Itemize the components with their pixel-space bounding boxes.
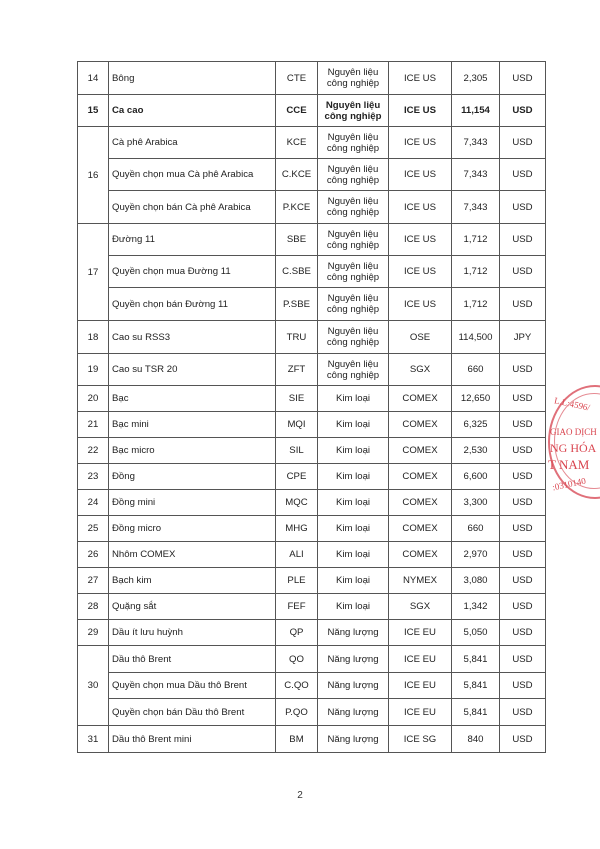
exchange-cell: SGX — [389, 594, 452, 620]
exchange-cell: ICE SG — [389, 726, 452, 753]
commodity-name-cell: Đồng micro — [109, 516, 276, 542]
margin-value-cell: 12,650 — [452, 386, 500, 412]
currency-cell: USD — [500, 620, 546, 646]
commodity-group-cell: Năng lượng — [318, 673, 389, 699]
commodity-code-cell: QO — [276, 646, 318, 673]
commodity-name-cell: Quyền chọn bán Đường 11 — [109, 288, 276, 321]
row-number-cell: 22 — [78, 438, 109, 464]
commodity-group-cell: Nguyên liệu công nghiệp — [318, 191, 389, 224]
commodity-group-cell: Kim loại — [318, 386, 389, 412]
row-number-cell: 28 — [78, 594, 109, 620]
exchange-cell: ICE US — [389, 127, 452, 159]
commodity-code-cell: PLE — [276, 568, 318, 594]
commodity-group-cell: Nguyên liệu công nghiệp — [318, 95, 389, 127]
margin-value-cell: 5,841 — [452, 646, 500, 673]
commodity-name-cell: Quyền chọn bán Cà phê Arabica — [109, 191, 276, 224]
table-row — [78, 568, 546, 594]
table-row — [78, 159, 546, 191]
exchange-cell: COMEX — [389, 464, 452, 490]
commodity-code-cell: ZFT — [276, 354, 318, 386]
exchange-cell: COMEX — [389, 516, 452, 542]
row-number-cell: 31 — [78, 726, 109, 753]
exchange-cell: ICE US — [389, 288, 452, 321]
margin-value-cell: 3,080 — [452, 568, 500, 594]
currency-cell: USD — [500, 354, 546, 386]
stamp-text-line: :0310140 — [551, 475, 587, 493]
row-number-cell: 19 — [78, 354, 109, 386]
commodity-name-cell: Đường 11 — [109, 224, 276, 256]
table-row — [78, 321, 546, 354]
row-number-cell: 25 — [78, 516, 109, 542]
currency-cell: USD — [500, 127, 546, 159]
commodity-code-cell: P.KCE — [276, 191, 318, 224]
commodity-code-cell: C.KCE — [276, 159, 318, 191]
commodity-group-cell: Năng lượng — [318, 699, 389, 726]
commodity-group-cell: Nguyên liệu công nghiệp — [318, 127, 389, 159]
commodity-name-cell: Dầu thô Brent mini — [109, 726, 276, 753]
row-number-cell: 29 — [78, 620, 109, 646]
commodity-code-cell: SIE — [276, 386, 318, 412]
exchange-cell: COMEX — [389, 490, 452, 516]
row-number-cell: 17 — [78, 224, 109, 321]
margin-value-cell: 840 — [452, 726, 500, 753]
commodity-group-cell: Kim loại — [318, 464, 389, 490]
table-row — [78, 191, 546, 224]
commodity-name-cell: Cao su TSR 20 — [109, 354, 276, 386]
commodity-code-cell: SIL — [276, 438, 318, 464]
commodity-group-cell: Kim loại — [318, 568, 389, 594]
exchange-cell: ICE US — [389, 95, 452, 127]
row-number-cell: 20 — [78, 386, 109, 412]
exchange-cell: ICE EU — [389, 699, 452, 726]
commodity-code-cell: SBE — [276, 224, 318, 256]
commodity-group-cell: Kim loại — [318, 438, 389, 464]
commodity-group-cell: Kim loại — [318, 490, 389, 516]
commodity-group-cell: Năng lượng — [318, 646, 389, 673]
commodity-group-cell: Nguyên liệu công nghiệp — [318, 224, 389, 256]
currency-cell: USD — [500, 191, 546, 224]
commodity-name-cell: Dầu thô Brent — [109, 646, 276, 673]
table-row — [78, 699, 546, 726]
commodity-group-cell: Nguyên liệu công nghiệp — [318, 159, 389, 191]
exchange-cell: ICE EU — [389, 620, 452, 646]
stamp-text-line: NG HÓA — [550, 441, 597, 455]
currency-cell: USD — [500, 159, 546, 191]
commodity-code-cell: TRU — [276, 321, 318, 354]
exchange-cell: ICE US — [389, 159, 452, 191]
commodity-name-cell: Bạc micro — [109, 438, 276, 464]
commodity-name-cell: Quyền chọn bán Dầu thô Brent — [109, 699, 276, 726]
commodity-code-cell: CTE — [276, 62, 318, 95]
margin-value-cell: 3,300 — [452, 490, 500, 516]
commodity-name-cell: Quặng sắt — [109, 594, 276, 620]
commodity-group-cell: Nguyên liệu công nghiệp — [318, 354, 389, 386]
commodity-code-cell: BM — [276, 726, 318, 753]
row-number-cell: 24 — [78, 490, 109, 516]
currency-cell: USD — [500, 256, 546, 288]
commodity-code-cell: FEF — [276, 594, 318, 620]
currency-cell: USD — [500, 726, 546, 753]
row-number-cell: 21 — [78, 412, 109, 438]
margin-value-cell: 660 — [452, 516, 500, 542]
commodity-name-cell: Ca cao — [109, 95, 276, 127]
stamp-text-line: T NAM — [548, 457, 590, 472]
commodity-group-cell: Nguyên liệu công nghiệp — [318, 62, 389, 95]
table-row — [78, 224, 546, 256]
table-row — [78, 127, 546, 159]
commodity-group-cell: Nguyên liệu công nghiệp — [318, 256, 389, 288]
commodity-group-cell: Kim loại — [318, 516, 389, 542]
currency-cell: USD — [500, 673, 546, 699]
table-row — [78, 464, 546, 490]
table-row — [78, 95, 546, 127]
commodity-name-cell: Đồng mini — [109, 490, 276, 516]
row-number-cell: 30 — [78, 646, 109, 726]
commodity-group-cell: Kim loại — [318, 542, 389, 568]
commodity-group-cell: Kim loại — [318, 594, 389, 620]
table-row — [78, 516, 546, 542]
exchange-cell: ICE US — [389, 62, 452, 95]
currency-cell: USD — [500, 568, 546, 594]
row-number-cell: 14 — [78, 62, 109, 95]
margin-value-cell: 2,530 — [452, 438, 500, 464]
commodity-name-cell: Dầu ít lưu huỳnh — [109, 620, 276, 646]
currency-cell: USD — [500, 646, 546, 673]
currency-cell: USD — [500, 62, 546, 95]
margin-value-cell: 5,841 — [452, 673, 500, 699]
currency-cell: USD — [500, 438, 546, 464]
margin-value-cell: 1,712 — [452, 224, 500, 256]
margin-value-cell: 114,500 — [452, 321, 500, 354]
table-row — [78, 354, 546, 386]
exchange-cell: ICE EU — [389, 646, 452, 673]
exchange-cell: NYMEX — [389, 568, 452, 594]
row-number-cell: 26 — [78, 542, 109, 568]
stamp-text-line: L.L:4596/ — [553, 395, 591, 413]
table-row — [78, 490, 546, 516]
commodity-group-cell: Nguyên liệu công nghiệp — [318, 321, 389, 354]
exchange-cell: ICE US — [389, 224, 452, 256]
commodity-code-cell: ALI — [276, 542, 318, 568]
commodity-name-cell: Bạch kim — [109, 568, 276, 594]
table-row — [78, 673, 546, 699]
table-row — [78, 646, 546, 673]
commodity-name-cell: Quyền chọn mua Cà phê Arabica — [109, 159, 276, 191]
commodity-name-cell: Bông — [109, 62, 276, 95]
exchange-cell: COMEX — [389, 412, 452, 438]
row-number-cell: 16 — [78, 127, 109, 224]
row-number-cell: 27 — [78, 568, 109, 594]
margin-value-cell: 1,712 — [452, 256, 500, 288]
table-row — [78, 62, 546, 95]
commodity-code-cell: P.SBE — [276, 288, 318, 321]
currency-cell: USD — [500, 224, 546, 256]
table-row — [78, 256, 546, 288]
commodity-margin-table — [77, 61, 546, 753]
commodity-code-cell: P.QO — [276, 699, 318, 726]
exchange-cell: OSE — [389, 321, 452, 354]
commodity-code-cell: CCE — [276, 95, 318, 127]
margin-value-cell: 660 — [452, 354, 500, 386]
company-seal-stamp — [548, 385, 600, 505]
currency-cell: USD — [500, 490, 546, 516]
table-row — [78, 438, 546, 464]
exchange-cell: COMEX — [389, 386, 452, 412]
currency-cell: USD — [500, 95, 546, 127]
currency-cell: USD — [500, 594, 546, 620]
commodity-group-cell: Nguyên liệu công nghiệp — [318, 288, 389, 321]
row-number-cell: 23 — [78, 464, 109, 490]
commodity-code-cell: MQI — [276, 412, 318, 438]
currency-cell: USD — [500, 699, 546, 726]
currency-cell: USD — [500, 464, 546, 490]
stamp-text-line: GIAO DỊCH — [550, 427, 597, 437]
commodity-group-cell: Năng lượng — [318, 620, 389, 646]
row-number-cell: 18 — [78, 321, 109, 354]
row-number-cell: 15 — [78, 95, 109, 127]
currency-cell: USD — [500, 386, 546, 412]
currency-cell: JPY — [500, 321, 546, 354]
table-row — [78, 542, 546, 568]
table-row — [78, 412, 546, 438]
commodity-name-cell: Quyền chọn mua Đường 11 — [109, 256, 276, 288]
currency-cell: USD — [500, 516, 546, 542]
table-row — [78, 386, 546, 412]
commodity-name-cell: Cao su RSS3 — [109, 321, 276, 354]
exchange-cell: ICE US — [389, 256, 452, 288]
commodity-code-cell: C.SBE — [276, 256, 318, 288]
commodity-code-cell: QP — [276, 620, 318, 646]
margin-value-cell: 7,343 — [452, 191, 500, 224]
exchange-cell: COMEX — [389, 438, 452, 464]
table-row — [78, 726, 546, 753]
exchange-cell: ICE EU — [389, 673, 452, 699]
page-number: 2 — [297, 790, 303, 801]
margin-value-cell: 2,305 — [452, 62, 500, 95]
margin-value-cell: 5,841 — [452, 699, 500, 726]
margin-value-cell: 11,154 — [452, 95, 500, 127]
margin-value-cell: 6,325 — [452, 412, 500, 438]
commodity-code-cell: CPE — [276, 464, 318, 490]
commodity-code-cell: MHG — [276, 516, 318, 542]
currency-cell: USD — [500, 412, 546, 438]
margin-value-cell: 2,970 — [452, 542, 500, 568]
commodity-code-cell: MQC — [276, 490, 318, 516]
commodity-code-cell: KCE — [276, 127, 318, 159]
table-row — [78, 620, 546, 646]
margin-value-cell: 1,342 — [452, 594, 500, 620]
table-row — [78, 594, 546, 620]
commodity-name-cell: Quyền chọn mua Dầu thô Brent — [109, 673, 276, 699]
commodity-group-cell: Kim loại — [318, 412, 389, 438]
commodity-name-cell: Bạc — [109, 386, 276, 412]
commodity-name-cell: Nhôm COMEX — [109, 542, 276, 568]
exchange-cell: COMEX — [389, 542, 452, 568]
commodity-name-cell: Bạc mini — [109, 412, 276, 438]
margin-value-cell: 1,712 — [452, 288, 500, 321]
commodity-group-cell: Năng lượng — [318, 726, 389, 753]
currency-cell: USD — [500, 288, 546, 321]
margin-value-cell: 6,600 — [452, 464, 500, 490]
table-row — [78, 288, 546, 321]
exchange-cell: SGX — [389, 354, 452, 386]
exchange-cell: ICE US — [389, 191, 452, 224]
commodity-name-cell: Đồng — [109, 464, 276, 490]
margin-value-cell: 5,050 — [452, 620, 500, 646]
commodity-name-cell: Cà phê Arabica — [109, 127, 276, 159]
margin-value-cell: 7,343 — [452, 127, 500, 159]
commodity-code-cell: C.QO — [276, 673, 318, 699]
currency-cell: USD — [500, 542, 546, 568]
margin-value-cell: 7,343 — [452, 159, 500, 191]
